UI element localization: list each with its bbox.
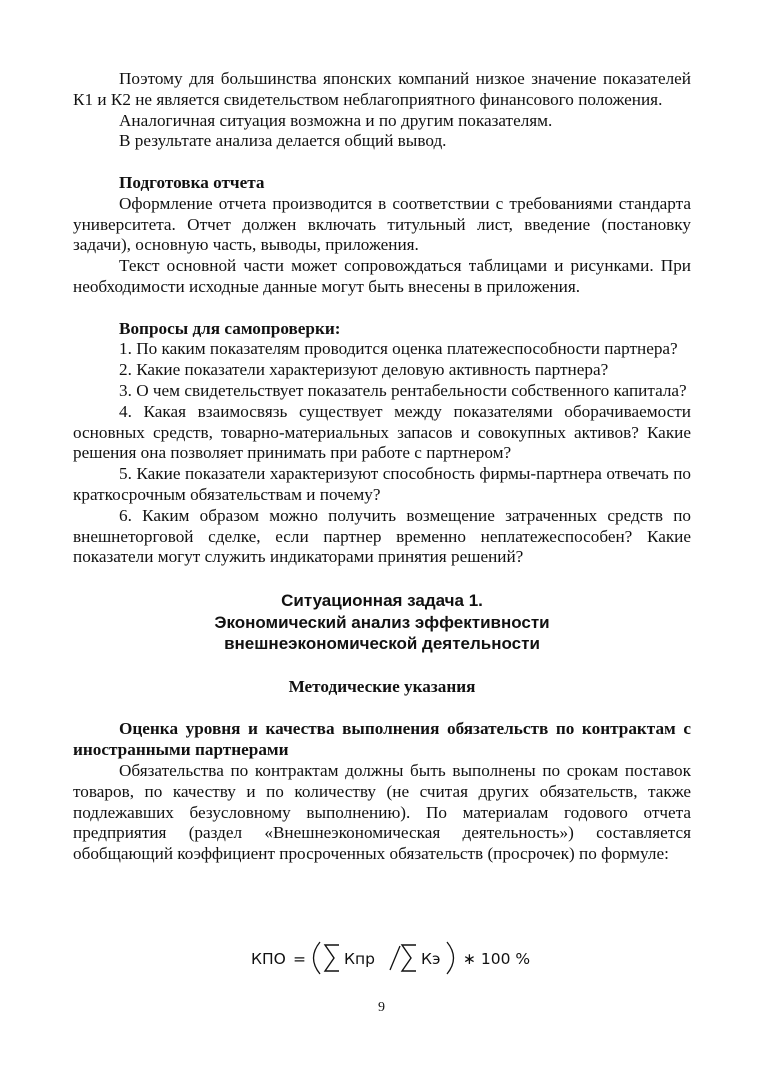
formula-open-paren [314,942,321,974]
formula-tail: ∗ 100 % [463,950,531,968]
sum-icon [325,945,339,971]
formula-division-slash [390,946,400,970]
formula-numerator: Кпр [344,950,375,968]
sum-icon [402,945,416,971]
question-item: 3. О чем свидетельствует показатель рентабельности собственного капитала? [119,380,687,400]
question-item: 4. Какая взаимосвязь существует между показателями оборачиваемости основных средств, товарно-материальных запасов и совокупных активов? Какие решения она позволяет принимать при работе с партнером? [73,401,691,463]
question-item: 6. Каким образом можно получить возмещение затраченных средств по внешнеторговой сделке, если партнер временно неплатежеспособен? Какие показатели могут служить индикаторами принятия решений? [73,505,691,567]
formula-denominator: Кэ [421,950,441,968]
question-item: 1. По каким показателям проводится оценка платежеспособности партнера? [119,339,678,359]
assessment-paragraph: Обязательства по контрактам должны быть выполнены по срокам поставок товаров, по качеству и по количеству (не считая других обязательств, также подлежавших безусловному выполнению). По материалам годового отчета предприятия (раздел «Внешнеэкономическая деятельность») составляется обобщающий коэффициент просроченных обязательств (просрочек) по формуле: [73,761,691,864]
document-page [73,69,691,968]
report-paragraph-1: Оформление отчета производится в соответствии с требованиями стандарта университета. Отчет должен включать титульный лист, введение (постановку задачи), основную часть, выводы, приложения. [73,193,691,255]
kpo-formula [73,937,691,981]
question-item: 5. Какие показатели характеризуют способность фирмы-партнера отвечать по краткосрочным обязательствам и почему? [73,464,691,504]
intro-paragraph-2: Аналогичная ситуация возможна и по другим показателям. [119,110,553,130]
question-item: 2. Какие показатели характеризуют деловую активность партнера? [119,360,609,380]
page-number: 9 [378,1000,385,1015]
formula-lhs: КПО [251,950,286,968]
guidelines-heading: Методические указания [288,676,476,696]
task-title-line-2: Экономический анализ эффективности [214,612,550,632]
report-paragraph-2: Текст основной части может сопровождаться таблицами и рисунками. При необходимости исходные данные могут быть внесены в приложения. [73,256,691,296]
task-title-line-3: внешнеэкономической деятельности [224,634,540,654]
formula-close-paren [447,942,454,974]
assessment-heading: Оценка уровня и качества выполнения обязательств по контрактам с иностранными партнерами [73,719,691,760]
report-heading: Подготовка отчета [119,172,265,192]
intro-paragraph-1: Поэтому для большинства японских компаний низкое значение показателей К1 и К2 не является свидетельством неблагоприятного финансового положения. [73,69,691,109]
questions-heading: Вопросы для самопроверки: [119,318,341,338]
formula-equals: = [293,950,306,968]
intro-paragraph-3: В результате анализа делается общий вывод. [119,131,447,151]
task-title-line-1: Ситуационная задача 1. [281,591,483,611]
